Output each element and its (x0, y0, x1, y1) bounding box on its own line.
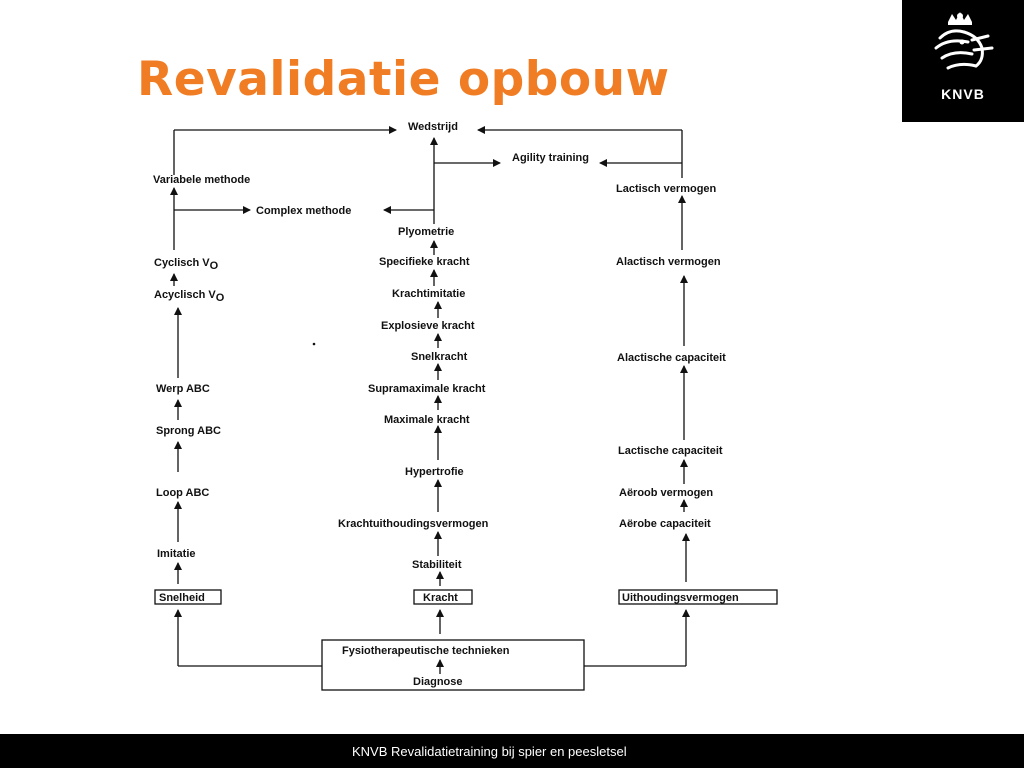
lactisch-vermogen-label: Lactisch vermogen (616, 183, 717, 195)
diagnose-label: Diagnose (413, 676, 463, 688)
alactische-capaciteit-label: Alactische capaciteit (617, 352, 726, 364)
wedstrijd-label: Wedstrijd (408, 121, 458, 133)
krachtuithoudingsvermogen-label: Krachtuithoudingsvermogen (338, 518, 489, 530)
logo-text: KNVB (941, 86, 985, 102)
kracht-label: Kracht (423, 592, 458, 604)
hypertrofie-label: Hypertrofie (405, 466, 464, 478)
variabele-methode-label: Variabele methode (153, 174, 251, 186)
scan-speck (313, 343, 316, 346)
cyclisch-label: Cyclisch VO (154, 257, 219, 272)
snelheid-label: Snelheid (159, 592, 205, 604)
uithoudingsvermogen-label: Uithoudingsvermogen (622, 592, 739, 604)
werp-abc-label: Werp ABC (156, 383, 210, 395)
alactisch-vermogen-label: Alactisch vermogen (616, 256, 721, 268)
supramaximale-kracht-label: Supramaximale kracht (368, 383, 486, 395)
fysiotherapeutische-label: Fysiotherapeutische technieken (342, 645, 510, 657)
plyometrie-label: Plyometrie (398, 226, 455, 238)
sprong-abc-label: Sprong ABC (156, 425, 221, 437)
imitatie-label: Imitatie (157, 548, 196, 560)
aeroob-vermogen-label: Aëroob vermogen (619, 487, 714, 499)
complex-methode-label: Complex methode (256, 205, 352, 217)
krachtimitatie-label: Krachtimitatie (392, 288, 466, 300)
stabiliteit-label: Stabiliteit (412, 559, 462, 571)
footer-bar (0, 734, 1024, 768)
snelkracht-label: Snelkracht (411, 351, 468, 363)
agility-training-label: Agility training (512, 152, 589, 164)
maximale-kracht-label: Maximale kracht (384, 414, 470, 426)
specifieke-kracht-label: Specifieke kracht (379, 256, 470, 268)
footer-text: KNVB Revalidatietraining bij spier en peesletsel (352, 744, 627, 759)
lactische-capaciteit-label: Lactische capaciteit (618, 445, 723, 457)
explosieve-kracht-label: Explosieve kracht (381, 320, 475, 332)
aerobe-capaciteit-label: Aërobe capaciteit (619, 518, 711, 530)
slide-title: Revalidatie opbouw (137, 52, 670, 107)
acyclisch-label: Acyclisch VO (154, 289, 225, 304)
loop-abc-label: Loop ABC (156, 487, 210, 499)
